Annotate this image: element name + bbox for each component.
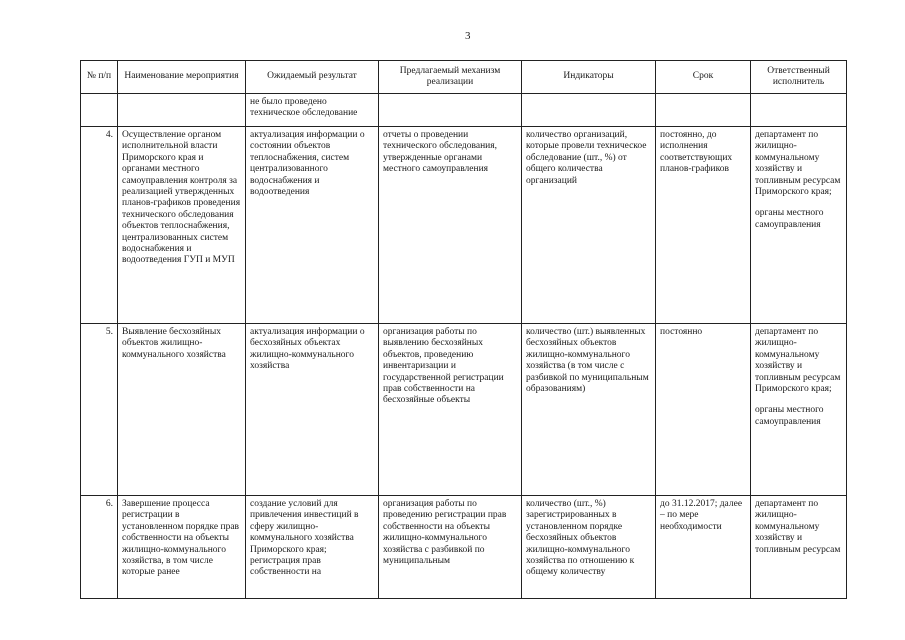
header-name: Наименование мероприятия (118, 61, 246, 94)
header-responsible: Ответственный исполнитель (751, 61, 847, 94)
cell-result: не было проведено техническое обследование (246, 94, 379, 127)
cell-indicators (522, 94, 656, 127)
cell-indicators: количество организаций, которые провели техническое обследование (шт., %) от общего количества организаций (522, 127, 656, 324)
cell-responsible (751, 496, 847, 599)
header-num: № п/п (81, 61, 118, 94)
cell-result: актуализация информации о бесхозяйных объектах жилищно-коммунального хозяйства (246, 324, 379, 496)
cell-num: 4. (81, 127, 118, 324)
responsible-primary: департамент по жилищно-коммунальному хозяйству и топливным ресурсам Приморского края; (755, 130, 841, 197)
cell-num (81, 94, 118, 127)
responsible-primary: департамент по жилищно-коммунальному хозяйству и топливным ресурсам (755, 499, 841, 555)
cell-term (656, 94, 751, 127)
cell-indicators: количество (шт.) выявленных бесхозяйных объектов жилищно-коммунального хозяйства (в том числе с разбивкой по муниципальным образованиям) (522, 324, 656, 496)
cell-mechanism: организация работы по выявлению бесхозяйных объектов, проведению инвентаризации и государственной регистрации прав собственности на бесхозяйные объекты (379, 324, 522, 496)
cell-mechanism: отчеты о проведении технического обследования, утвержденные органами местного самоуправления (379, 127, 522, 324)
header-mechanism: Предлагаемый механизм реализации (379, 61, 522, 94)
responsible-secondary: органы местного самоуправления (755, 208, 824, 230)
cell-name: Завершение процесса регистрации в установленном порядке прав собственности на объекты жилищно-коммунального хозяйства, в том числе которые ранее (118, 496, 246, 599)
table-header-row (81, 61, 847, 94)
responsible-secondary: органы местного самоуправления (755, 405, 824, 427)
page-number: 3 (465, 30, 471, 42)
cell-mechanism: организация работы по проведению регистрации прав собственности на объекты жилищно-коммунального хозяйства с разбивкой по муниципальным (379, 496, 522, 599)
cell-term: постоянно (656, 324, 751, 496)
cell-num: 6. (81, 496, 118, 599)
responsible-primary: департамент по жилищно-коммунальному хозяйству и топливным ресурсам Приморского края; (755, 327, 841, 394)
cell-name (118, 94, 246, 127)
cell-mechanism (379, 94, 522, 127)
header-term: Срок (656, 61, 751, 94)
table-row (81, 496, 847, 599)
cell-result: создание условий для привлечения инвестиций в сферу жилищно-коммунального хозяйства Приморского края; регистрация прав собственности на (246, 496, 379, 599)
cell-term: постоянно, до исполнения соответствующих планов-графиков (656, 127, 751, 324)
table-row (81, 324, 847, 496)
cell-indicators: количество (шт., %) зарегистрированных в установленном порядке бесхозяйных объектов жилищно-коммунального хозяйства по отношению к общему количеству (522, 496, 656, 599)
cell-responsible (751, 94, 847, 127)
cell-term: до 31.12.2017; далее – по мере необходимости (656, 496, 751, 599)
header-indicators: Индикаторы (522, 61, 656, 94)
table-row (81, 127, 847, 324)
cell-name: Выявление бесхозяйных объектов жилищно-коммунального хозяйства (118, 324, 246, 496)
cell-responsible (751, 324, 847, 496)
cell-name: Осуществление органом исполнительной власти Приморского края и органами местного самоуправления контроля за реализацией утвержденных планов-графиков проведения технического обследования объектов теплоснабжения, централизованных систем водоснабжения и водоотведения ГУП и МУП (118, 127, 246, 324)
cell-responsible (751, 127, 847, 324)
header-result: Ожидаемый результат (246, 61, 379, 94)
action-plan-table (80, 60, 847, 599)
table-row (81, 94, 847, 127)
cell-result: актуализация информации о состоянии объектов теплоснабжения, систем централизованного водоснабжения и водоотведения (246, 127, 379, 324)
cell-num: 5. (81, 324, 118, 496)
